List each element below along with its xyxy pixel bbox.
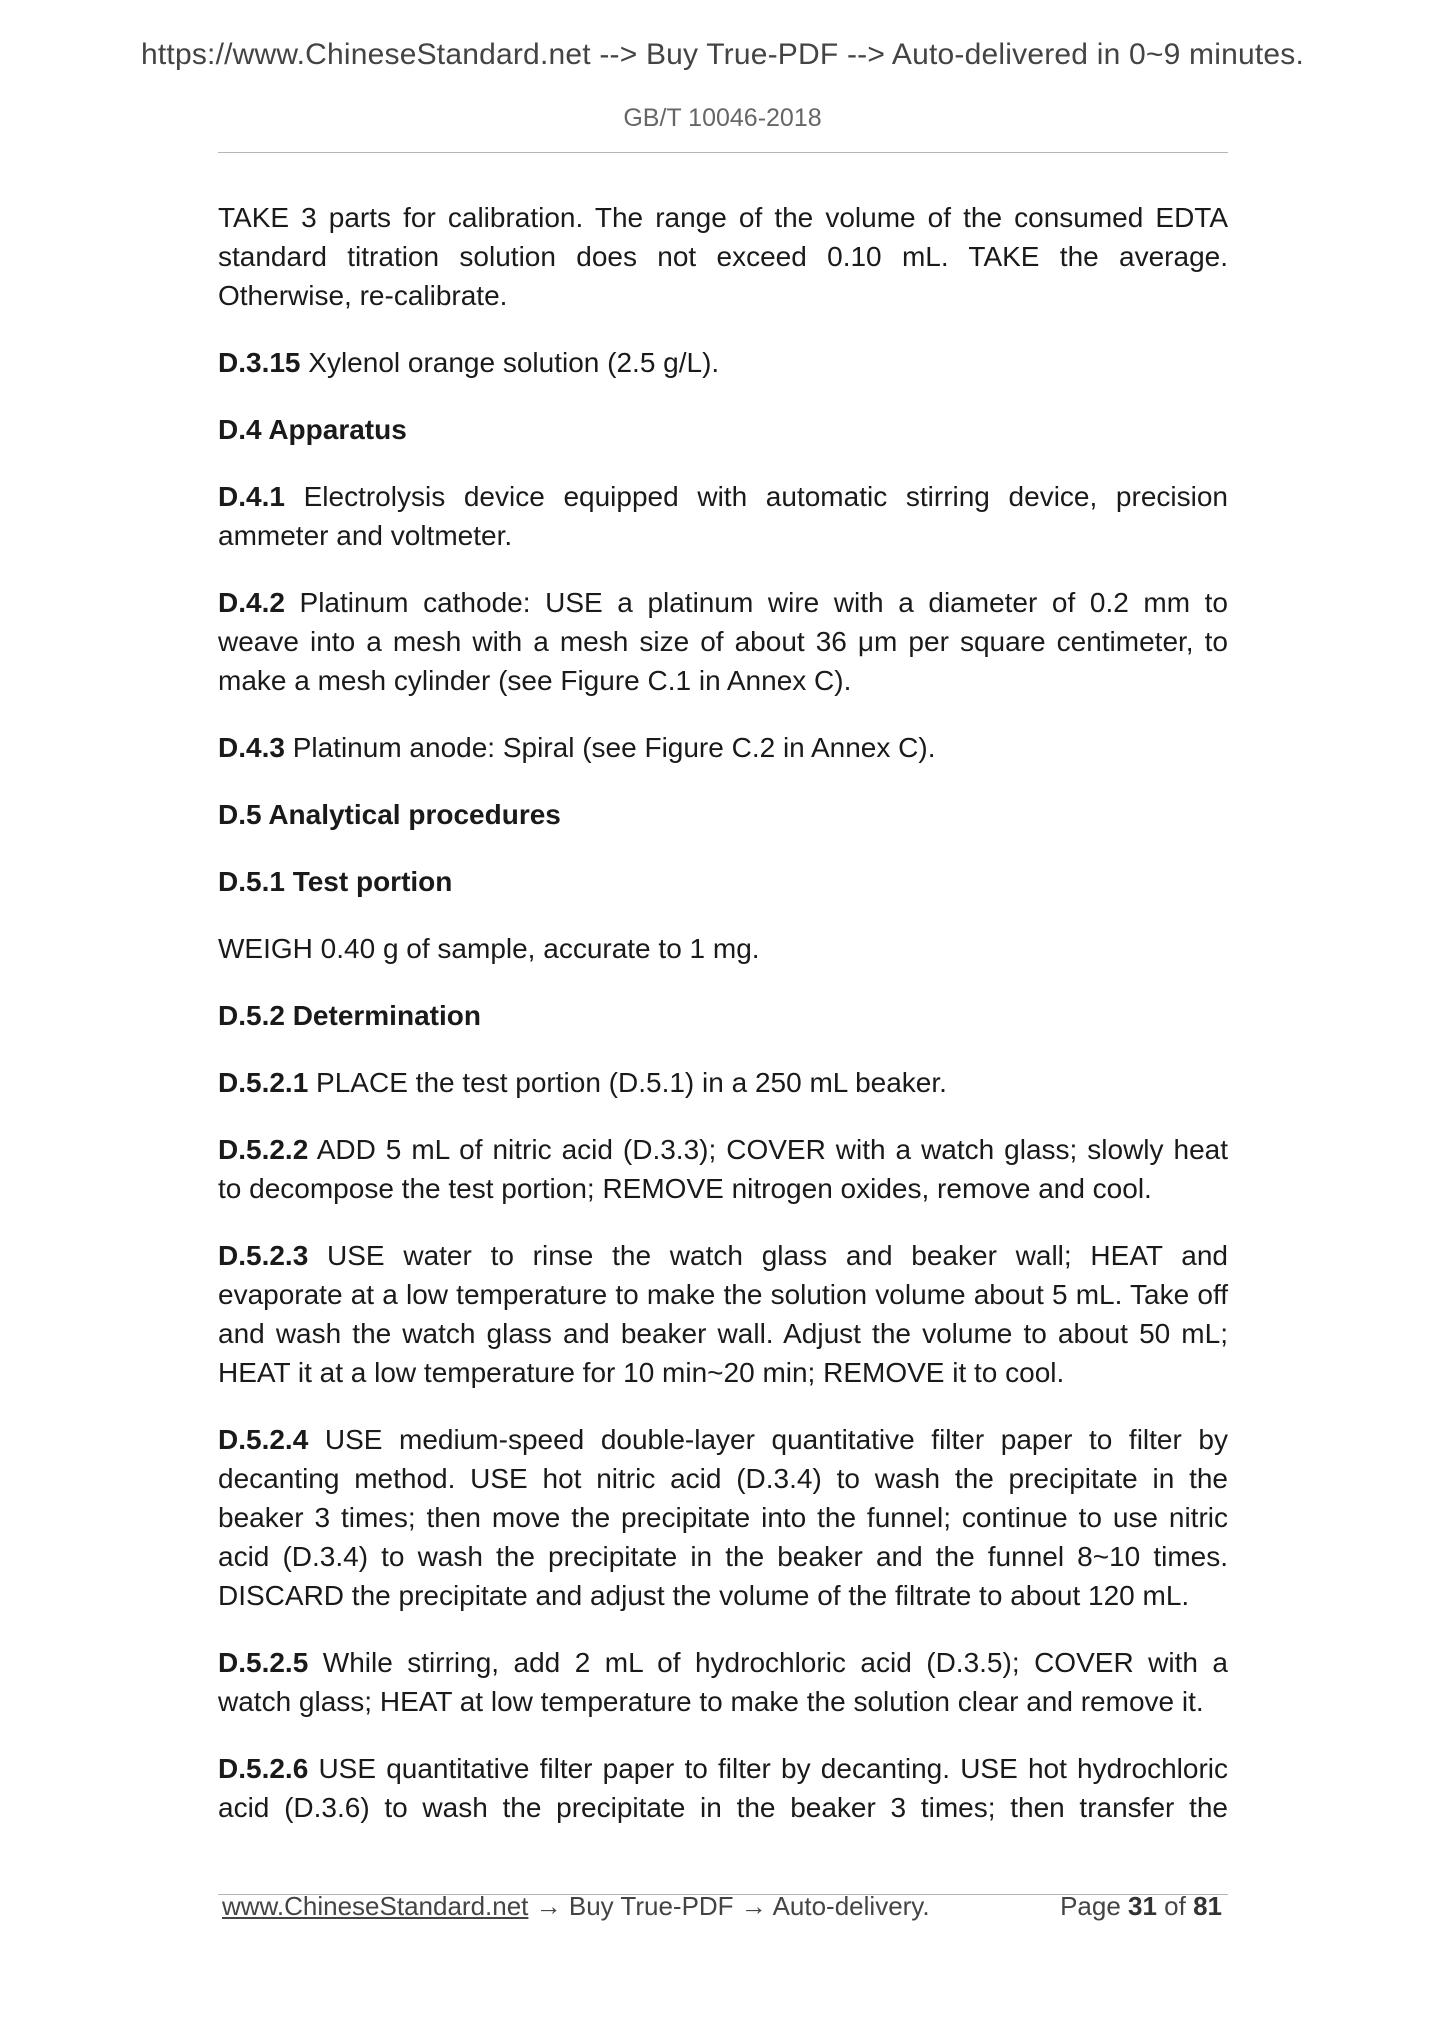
footer-left	[222, 1891, 930, 1922]
page-body	[218, 198, 1228, 1855]
heading-d52: D.5.2 Determination	[218, 1000, 481, 1031]
clause-number: D.5.2.5	[218, 1647, 309, 1678]
heading-d4: D.4 Apparatus	[218, 414, 407, 445]
clause-number: D.5.2.3	[218, 1240, 309, 1271]
page-current: 31	[1128, 1891, 1157, 1921]
header-divider	[218, 152, 1228, 153]
page-number	[1060, 1891, 1222, 1922]
clause-text: ADD 5 mL of nitric acid (D.3.3); COVER with a watch glass; slowly heat to decompose the test portion; REMOVE nitrogen oxides, remove and cool.	[218, 1134, 1228, 1204]
page-label: Page	[1060, 1891, 1129, 1921]
clause-number: D.5.2.1	[218, 1067, 309, 1098]
heading-d51: D.5.1 Test portion	[218, 866, 453, 897]
clause-number: D.4.1	[218, 481, 285, 512]
clause-d41	[218, 477, 1228, 555]
clause-d526	[218, 1749, 1228, 1827]
clause-text: Electrolysis device equipped with automatic stirring device, precision ammeter and voltmeter.	[218, 481, 1228, 551]
page-of-label: of	[1156, 1891, 1194, 1921]
clause-number: D.5.2.2	[218, 1134, 309, 1165]
page-footer	[218, 1891, 1228, 1935]
top-banner[interactable]: https://www.ChineseStandard.net --> Buy True-PDF --> Auto-delivered in 0~9 minutes.	[141, 38, 1304, 71]
clause-text: USE medium-speed double-layer quantitative filter paper to filter by decanting method. USE hot nitric acid (D.3.4) to wash the precipitate in the beaker 3 times; then move the precipitate into the funnel; continue to use nitric acid (D.3.4) to wash the precipitate in the beaker and the funnel 8~10 times. DISCARD the precipitate and adjust the volume of the filtrate to about 120 mL.	[218, 1424, 1228, 1611]
clause-text: USE water to rinse the watch glass and beaker wall; HEAT and evaporate at a low temperature to make the solution volume about 5 mL. Take off and wash the watch glass and beaker wall. Adjust the volume to about 50 mL; HEAT it at a low temperature for 10 min~20 min; REMOVE it to cool.	[218, 1240, 1228, 1388]
footer-tagline: → Buy True-PDF → Auto-delivery.	[528, 1891, 930, 1921]
clause-d525	[218, 1643, 1228, 1721]
page-total: 81	[1193, 1891, 1222, 1921]
clause-d522	[218, 1130, 1228, 1208]
clause-text: PLACE the test portion (D.5.1) in a 250 mL beaker.	[308, 1067, 947, 1098]
heading-d5: D.5 Analytical procedures	[218, 799, 561, 830]
clause-text: Xylenol orange solution (2.5 g/L).	[300, 347, 720, 378]
clause-d521	[218, 1063, 1228, 1102]
clause-text: USE quantitative filter paper to filter by decanting. USE hot hydrochloric acid (D.3.6) to wash the precipitate in the beaker 3 times; then transfer the	[218, 1753, 1228, 1823]
footer-site-link[interactable]: www.ChineseStandard.net	[222, 1891, 529, 1921]
clause-number: D.5.2.6	[218, 1753, 309, 1784]
document-code: GB/T 10046-2018	[623, 104, 822, 132]
clause-text: Platinum cathode: USE a platinum wire with a diameter of 0.2 mm to weave into a mesh with a mesh size of about 36 μm per square centimeter, to make a mesh cylinder (see Figure C.1 in Annex C).	[218, 587, 1228, 696]
paragraph-d51: WEIGH 0.40 g of sample, accurate to 1 mg.	[218, 933, 760, 964]
clause-d315	[218, 343, 1228, 382]
clause-number: D.5.2.4	[218, 1424, 309, 1455]
clause-d43	[218, 728, 1228, 767]
clause-text: Platinum anode: Spiral (see Figure C.2 in Annex C).	[284, 732, 936, 763]
clause-text: While stirring, add 2 mL of hydrochloric acid (D.3.5); COVER with a watch glass; HEAT at low temperature to make the solution clear and remove it.	[218, 1647, 1228, 1717]
clause-d524	[218, 1420, 1228, 1615]
paragraph-calibration: TAKE 3 parts for calibration. The range of the volume of the consumed EDTA standard titration solution does not exceed 0.10 mL. TAKE the average. Otherwise, re-calibrate.	[218, 202, 1228, 311]
clause-number: D.4.3	[218, 732, 285, 763]
clause-d523	[218, 1236, 1228, 1392]
clause-number: D.3.15	[218, 347, 301, 378]
clause-d42	[218, 583, 1228, 700]
clause-number: D.4.2	[218, 587, 285, 618]
